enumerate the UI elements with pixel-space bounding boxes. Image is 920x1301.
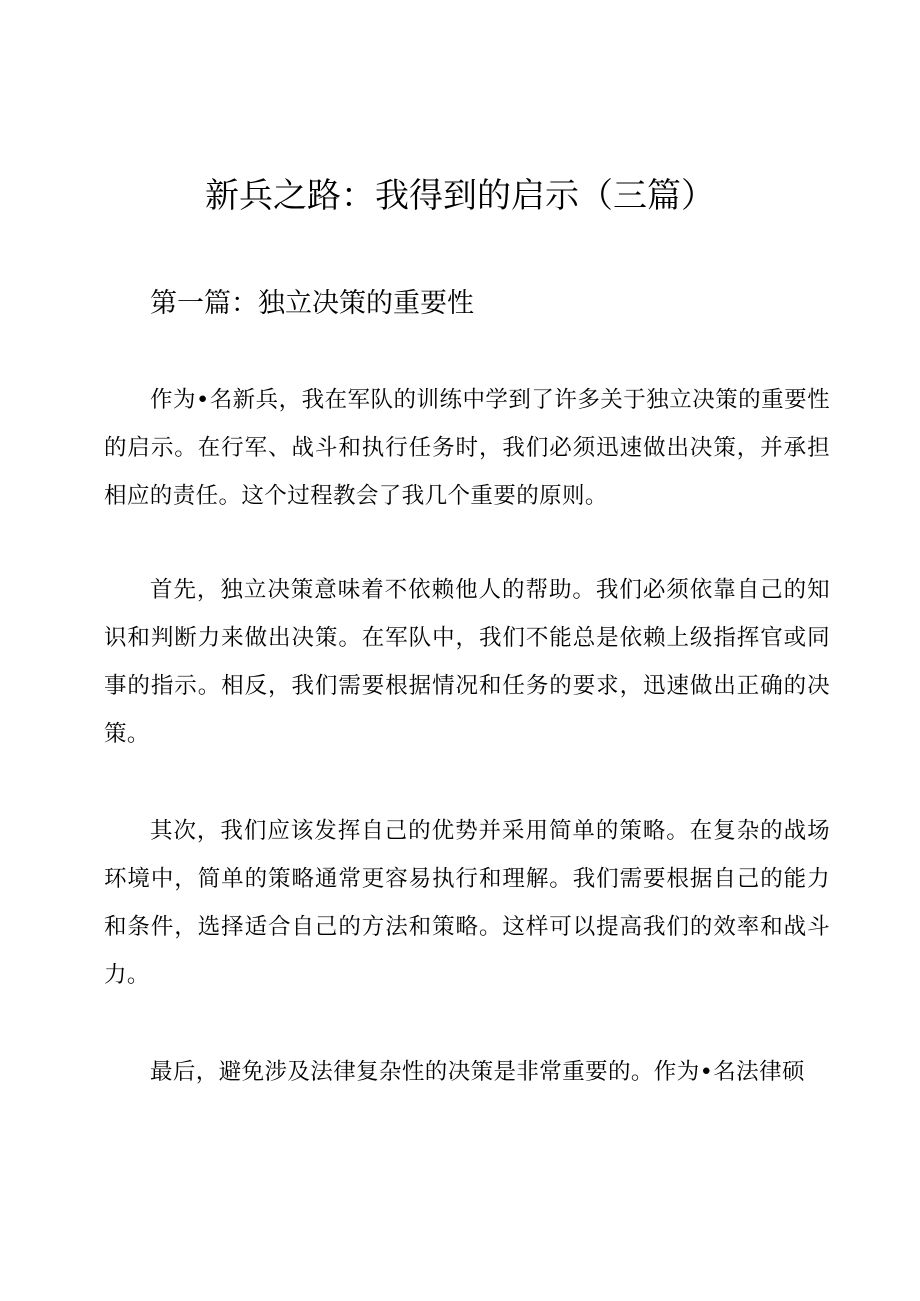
document-title: 新兵之路：我得到的启示（三篇） [205,176,715,216]
paragraph-1: 作为•名新兵，我在军队的训练中学到了许多关于独立决策的重要性的启示。在行军、战斗和执行任务时，我们必须迅速做出决策，并承担相应的责任。这个过程教会了我几个重要的原则。 [104,387,830,509]
paragraph-2: 首先，独立决策意味着不依赖他人的帮助。我们必须依靠自己的知识和判断力来做出决策。在军队中，我们不能总是依赖上级指挥官或同事的指示。相反，我们需要根据情况和任务的要求，迅速做出正确的决策。 [104,577,830,747]
section-heading: 第一篇：独立决策的重要性 [150,288,474,319]
paragraph-4: 最后，避免涉及法律复杂性的决策是非常重要的。作为•名法律硕 [150,1059,805,1085]
paragraph-3: 其次，我们应该发挥自己的优势并采用简单的策略。在复杂的战场环境中，简单的策略通常更容易执行和理解。我们需要根据自己的能力和条件，选择适合自己的方法和策略。这样可以提高我们的效率和战斗力。 [104,818,830,988]
